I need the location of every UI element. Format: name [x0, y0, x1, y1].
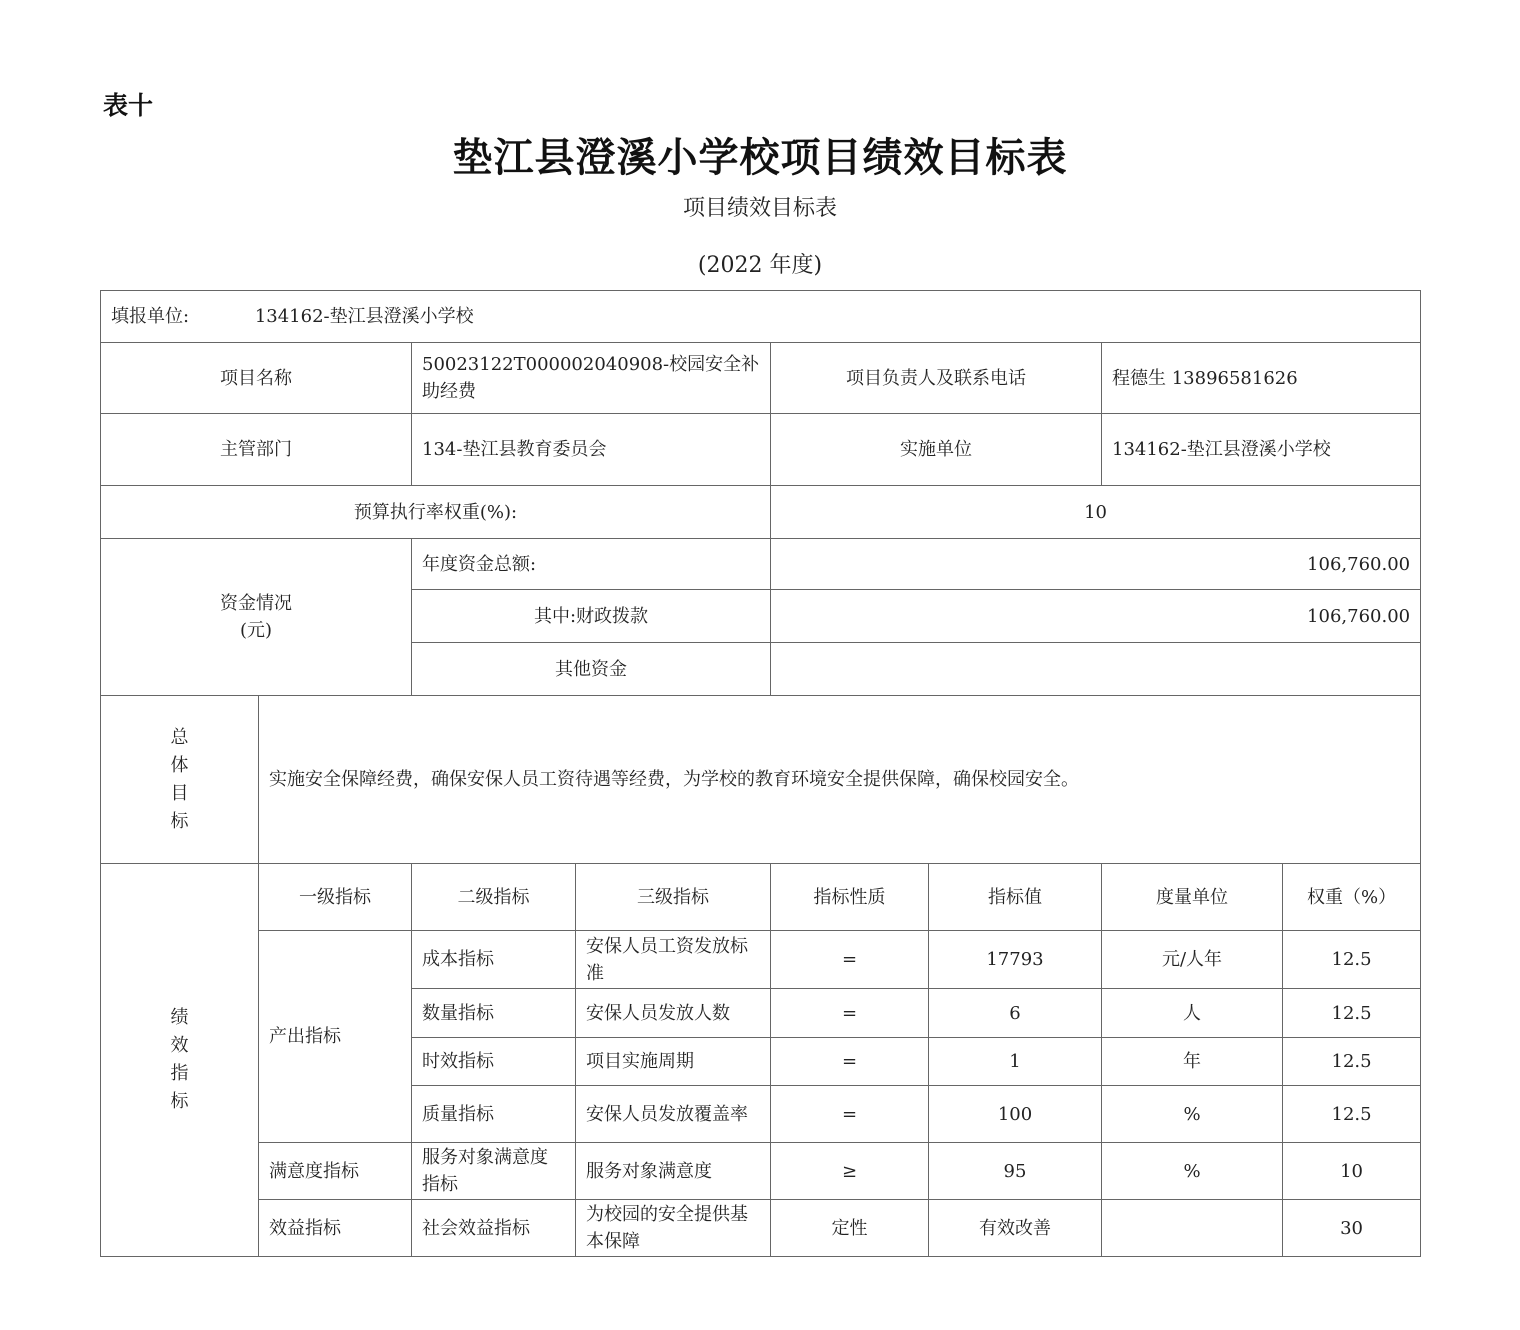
unit-cell	[1102, 1200, 1283, 1257]
level2-cell: 社会效益指标	[412, 1200, 576, 1257]
fiscal-value: 106,760.00	[771, 590, 1421, 643]
weight-cell: 12.5	[1283, 1038, 1421, 1086]
unit-value: 134162-垫江县澄溪小学校	[254, 306, 474, 327]
unit-cell: %	[1102, 1086, 1283, 1143]
level2-cell: 数量指标	[412, 989, 576, 1038]
unit-label: 填报单位:	[111, 306, 190, 327]
value-cell: 1	[929, 1038, 1102, 1086]
level3-cell: 安保人员发放覆盖率	[576, 1086, 771, 1143]
weight-cell: 30	[1283, 1200, 1421, 1257]
table-number: 表十	[103, 91, 154, 120]
weight-cell: 10	[1283, 1143, 1421, 1200]
weight-cell: 12.5	[1283, 1086, 1421, 1143]
header-level2: 二级指标	[412, 864, 576, 931]
nature-cell: =	[771, 1038, 929, 1086]
nature-cell: 定性	[771, 1200, 929, 1257]
level3-cell: 安保人员工资发放标准	[576, 931, 771, 989]
impl-label: 实施单位	[771, 414, 1102, 486]
contact-label: 项目负责人及联系电话	[771, 343, 1102, 414]
header-value: 指标值	[929, 864, 1102, 931]
level3-cell: 安保人员发放人数	[576, 989, 771, 1038]
funds-label	[101, 539, 412, 696]
weight-label: 预算执行率权重(%):	[101, 486, 771, 539]
table-row	[101, 931, 1421, 989]
unit-cell: 人	[1102, 989, 1283, 1038]
total-label: 年度资金总额:	[412, 539, 771, 590]
fiscal-label: 其中:财政拨款	[412, 590, 771, 643]
level2-cell: 服务对象满意度指标	[412, 1143, 576, 1200]
other-label: 其他资金	[412, 643, 771, 696]
value-cell: 17793	[929, 931, 1102, 989]
header-weight: 权重（%）	[1283, 864, 1421, 931]
other-value	[771, 643, 1421, 696]
header-level1: 一级指标	[259, 864, 412, 931]
header-unit: 度量单位	[1102, 864, 1283, 931]
benefit-indicator-label: 效益指标	[259, 1200, 412, 1257]
performance-table	[100, 290, 1421, 1257]
report-year: (2022 年度)	[697, 253, 823, 278]
header-nature: 指标性质	[771, 864, 929, 931]
unit-cell: 年	[1102, 1038, 1283, 1086]
level3-cell: 服务对象满意度	[576, 1143, 771, 1200]
level3-cell: 为校园的安全提供基本保障	[576, 1200, 771, 1257]
table-row	[101, 1200, 1421, 1257]
unit-row	[101, 291, 1421, 343]
output-indicator-label: 产出指标	[259, 931, 412, 1143]
weight-cell: 12.5	[1283, 989, 1421, 1038]
table-row	[101, 1143, 1421, 1200]
level3-cell: 项目实施周期	[576, 1038, 771, 1086]
weight-value: 10	[771, 486, 1421, 539]
nature-cell: =	[771, 931, 929, 989]
nature-cell: =	[771, 1086, 929, 1143]
header-level3: 三级指标	[576, 864, 771, 931]
level2-cell: 时效指标	[412, 1038, 576, 1086]
level2-cell: 成本指标	[412, 931, 576, 989]
value-cell: 有效改善	[929, 1200, 1102, 1257]
nature-cell: ≥	[771, 1143, 929, 1200]
value-cell: 95	[929, 1143, 1102, 1200]
unit-cell: %	[1102, 1143, 1283, 1200]
weight-cell: 12.5	[1283, 931, 1421, 989]
value-cell: 6	[929, 989, 1102, 1038]
overall-goal-label: 总 体 目 标	[101, 696, 259, 864]
dept-label: 主管部门	[101, 414, 412, 486]
page-subtitle: 项目绩效目标表	[682, 196, 837, 221]
project-name-label: 项目名称	[101, 343, 412, 414]
funds-label-line2: (元)	[239, 620, 273, 641]
impl-value: 134162-垫江县澄溪小学校	[1102, 414, 1421, 486]
page-title: 垫江县澄溪小学校项目绩效目标表	[452, 134, 1068, 181]
funds-label-line1: 资金情况	[220, 593, 292, 614]
dept-value: 134-垫江县教育委员会	[412, 414, 771, 486]
total-value: 106,760.00	[771, 539, 1421, 590]
project-name-value: 50023122T000002040908-校园安全补助经费	[412, 343, 771, 414]
unit-cell: 元/人年	[1102, 931, 1283, 989]
satisfaction-indicator-label: 满意度指标	[259, 1143, 412, 1200]
nature-cell: =	[771, 989, 929, 1038]
level2-cell: 质量指标	[412, 1086, 576, 1143]
overall-goal-text: 实施安全保障经费，确保安保人员工资待遇等经费，为学校的教育环境安全提供保障，确保校园安全。	[259, 696, 1421, 864]
value-cell: 100	[929, 1086, 1102, 1143]
performance-indicators-label: 绩 效 指 标	[101, 864, 259, 1257]
contact-value: 程德生 13896581626	[1102, 343, 1421, 414]
